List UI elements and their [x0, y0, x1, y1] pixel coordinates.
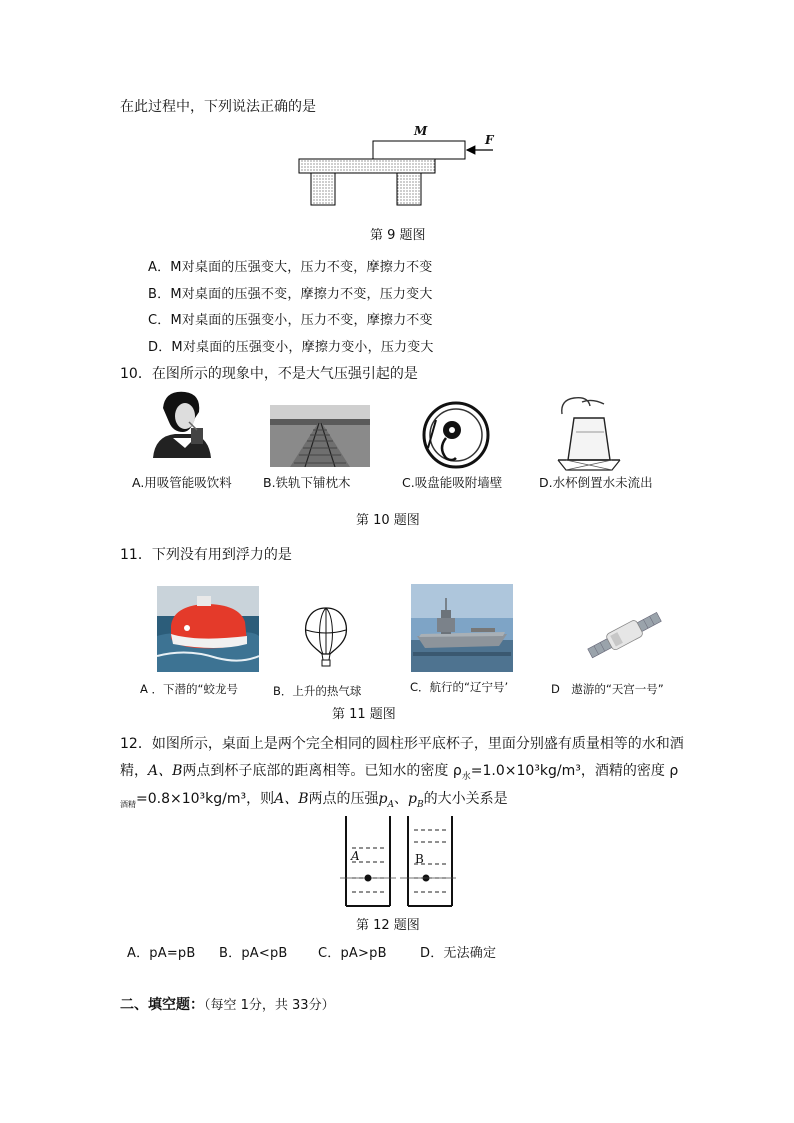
- q9-option-a: A．M对桌面的压强变大，压力不变，摩擦力不变: [148, 260, 433, 275]
- q12-line3-text-b: 两点的压强: [308, 791, 379, 807]
- q11-option-d: D 遨游的“天宫一号”: [551, 682, 664, 696]
- figure-10-caption: 第 10 题图: [356, 513, 420, 528]
- q12-option-c: C．pA>pB: [318, 946, 387, 961]
- label-A: A: [351, 849, 360, 863]
- q11-option-b: B．上升的热气球: [273, 684, 362, 698]
- q12-line3-text-c: 的大小关系是: [423, 791, 508, 807]
- q12-stem-line2: [120, 760, 678, 782]
- q10-option-a: A.用吸管能吸饮料: [132, 475, 232, 490]
- liaoning-carrier-image: [411, 584, 513, 672]
- label-B: B: [415, 852, 424, 866]
- q12-stem-line1: 12．如图所示，桌面上是两个完全相同的圆柱形平底杯子，里面分别盛有质量相等的水和酒: [120, 736, 684, 752]
- q12-option-b: B．pA<pB: [219, 946, 288, 961]
- q9-option-d: D．M对桌面的压强变小，摩擦力变小，压力变大: [148, 340, 434, 355]
- section-2-heading: [120, 994, 335, 1014]
- q10-option-b: B.铁轨下铺枕木: [263, 475, 351, 490]
- q12-line2-text-a: 精，: [120, 763, 148, 779]
- label-M: M: [414, 124, 428, 138]
- q10-stem: 10．在图所示的现象中，不是大气压强引起的是: [120, 366, 418, 382]
- figure-9-table-block: [295, 124, 505, 210]
- q10-option-c: C.吸盘能吸附墙壁: [402, 475, 503, 490]
- q12-line2-text-c: =1.0×10³kg/m³，酒精的密度 ρ: [470, 763, 679, 779]
- jiaolong-submersible-image: [157, 586, 259, 672]
- q12-line3-pvar-a: p: [378, 791, 388, 807]
- q12-line2-text-b: 两点到杯子底部的距离相等。已知水的密度 ρ: [182, 763, 462, 779]
- q12-stem-line3: $_{酒精}$=0.8×10³kg/m³，则A、B两点的压强$p_A$、$p_B$的大小关系是: [120, 791, 508, 810]
- q9-option-c: C．M对桌面的压强变小，压力不变，摩擦力不变: [148, 313, 433, 328]
- intro-text: 在此过程中，下列说法正确的是: [120, 99, 316, 115]
- q11-option-c: C．航行的“辽宁号’: [410, 680, 509, 694]
- inverted-cup-image: [552, 394, 626, 472]
- table-leg-right: [397, 173, 421, 205]
- section-2-note: （每空 1分，共 33分）: [204, 998, 335, 1013]
- q12-line2-sub: 水: [461, 771, 471, 782]
- q11-option-a: A ．下潜的“蛟龙号: [140, 682, 238, 696]
- suction-cup-image: [416, 400, 496, 470]
- table-top: [299, 159, 435, 173]
- q12-line3-pvar-b: p: [408, 791, 417, 807]
- railway-track-image: [270, 405, 370, 467]
- q12-line2-vars: A、B: [148, 763, 183, 779]
- section-2-title: 二、填空题：: [120, 997, 204, 1013]
- figure-9-caption: 第 9 题图: [370, 228, 426, 243]
- table-leg-left: [311, 173, 335, 205]
- q12-line3-sub: 酒精: [120, 799, 136, 809]
- block-M: [373, 141, 465, 159]
- q12-line3-sub-B: B: [416, 799, 424, 810]
- drinking-straw-image: [145, 388, 217, 458]
- q10-option-d: D.水杯倒置水未流出: [539, 475, 653, 490]
- q12-line3-vars: A、B: [274, 791, 309, 807]
- q9-option-b: B．M对桌面的压强不变，摩擦力不变，压力变大: [148, 287, 433, 302]
- q12-line3-text-a: =0.8×10³kg/m³，则: [136, 791, 275, 807]
- figure-11-caption: 第 11 题图: [332, 707, 396, 722]
- label-F: F: [485, 133, 494, 147]
- q12-option-d: D．无法确定: [420, 946, 497, 961]
- figure-12-caption: 第 12 题图: [356, 918, 420, 933]
- tiangong-spacecraft-image: [584, 610, 666, 662]
- q11-stem: 11．下列没有用到浮力的是: [120, 547, 292, 563]
- q12-line3-sub-A: A: [387, 799, 394, 810]
- q12-option-a: A．pA=pB: [127, 946, 196, 961]
- hot-air-balloon-image: [302, 606, 350, 668]
